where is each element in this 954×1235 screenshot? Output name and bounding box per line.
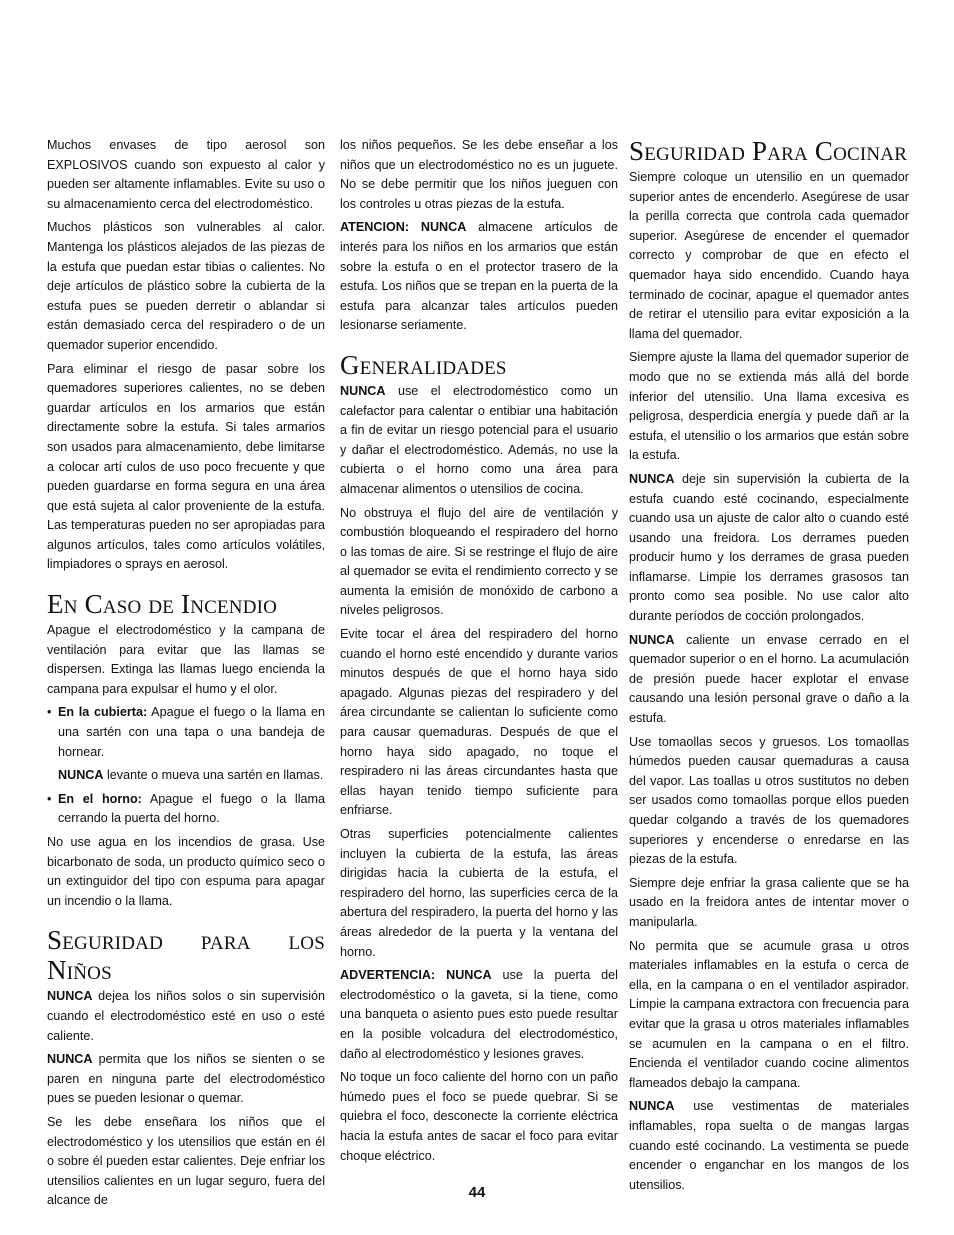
grease-fire-note: No use agua en los incendios de grasa. Use bicarbonato de soda, un producto químico seco o un extinguidor del tipo con espuma para apagar un incendio o la llama.	[47, 835, 325, 908]
fire-bullet-cooktop	[47, 703, 325, 762]
nunca-keyword: NUNCA	[58, 768, 104, 783]
cooking-rule-4	[629, 631, 909, 729]
advertencia-keyword: ADVERTENCIA: NUNCA	[340, 968, 492, 983]
column-right	[629, 136, 909, 1199]
rule-text: dejea los niños solos o sin supervisión cuando el electrodoméstico esté en uso o esté caliente.	[47, 989, 325, 1043]
kids-rule-3: Se les debe enseñara los niños que el electrodoméstico y los utensilios que están en él o sobre él pueden estar calientes. Deje enfriar los utensilios calientes en un lugar seguro, fuera del alcance de	[47, 1114, 325, 1208]
heading-cooking: Seguridad Para Cocinar	[629, 136, 908, 166]
aerosol-warning: Muchos envases de tipo aerosol son EXPLOSIVOS cuando son expuesto al calor y pueden ser altamente inflamables. Evite su uso o su almacenamiento cerca del electrodoméstico.	[47, 138, 325, 211]
general-rule-3: Evite tocar el área del respiradero del horno cuando el horno esté encendido y durante varios minutos después de que el horno haya sido apagado. Algunas piezas del respiradero y del área circundante se calientan lo suficiente como para causar quemaduras. Después de que el horno haya sido apagado, no toque el respiradero ni las áreas circundantes hasta que ellas hayan tenido tiempo suficiente para enfriarse.	[340, 627, 618, 818]
fire-intro: Apague el electrodoméstico y la campana de ventilación para evitar que las llamas se dispersen. Extinga las llamas luego encienda la campana para expulsar el humo y el olor.	[47, 623, 325, 696]
column-middle	[340, 136, 618, 1170]
nunca-keyword: NUNCA	[340, 383, 386, 398]
cooking-rule-8	[629, 1097, 909, 1195]
nunca-keyword: NUNCA	[629, 1099, 675, 1114]
rule-text: use el electrodoméstico como un calefactor para calentar o entibiar una habitación a fin de evitar un riesgo potencial para el usuario y dañar el electrodoméstico. Además, no use la cubierta o el horno como una área para almacenar alimentos o utensilios de cocina.	[340, 383, 618, 496]
atencion-note	[340, 218, 618, 336]
cooking-rule-5: Use tomaollas secos y gruesos. Los tomaollas húmedos pueden causar quemaduras a causa del vapor. Las toallas u otros sustitutos no deben ser usados como tomaollas porque ellos pueden quedar colgando a través de los quemadores superiores y encenderse o enredarse en las piezas de la estufa.	[629, 734, 909, 867]
heading-fire: En Caso de Incendio	[47, 589, 278, 620]
bullet-label: En el horno:	[58, 791, 142, 806]
rule-text: use la puerta del electrodoméstico o la gaveta, si la tiene, como una banqueta o asiento pues esto puede resultar en la posible volcadura del electrodoméstico, daño al electrodoméstico y lesiones graves.	[340, 968, 618, 1061]
rule-text: deje sin supervisión la cubierta de la estufa cuando esté cocinando, especialmente cuando usa un ajuste de calor alto o cuando esté usando una freidora. Los derrames pueden producir humo y los derrames de grasa pueden inflamarse. Limpie los derrames grasosos tan pronto como sea posible. No use calor alto durante períodos de cocción prolongados.	[629, 471, 909, 624]
bullet-text: Apague el fuego o la llama en una sartén con una tapa o una bandeja de hornear.	[58, 705, 325, 759]
fire-nunca-note	[47, 766, 325, 786]
bullet-label: En la cubierta:	[58, 705, 148, 720]
cooking-rule-1: Siempre coloque un utensilio en un quemador superior antes de encenderlo. Asegúrese de usar la perilla correcta que controla cada quemador superior. Asegúrese de encender el quemador correcto y comprobar de que en efecto el quemador haya sido encendido. Cuando haya terminado de cocinar, apague el quemador antes de retirar el utensilio para evitar exposición a la llama del quemador.	[629, 170, 909, 341]
bullet-icon: •	[47, 705, 52, 720]
nunca-keyword: NUNCA	[47, 1052, 93, 1067]
rule-text: caliente un envase cerrado en el quemador superior o en el horno. La acumulación de presión puede hacer explotar el envase causando una lesión personal grave o daño a la estufa.	[629, 632, 909, 726]
general-rule-1	[340, 382, 618, 500]
fire-bullet-oven	[47, 790, 325, 829]
cooking-rule-6: Siempre deje enfriar la grasa caliente que se ha usado en la freidora antes de intentar mover o manipularla.	[629, 875, 909, 929]
general-rule-2: No obstruya el flujo del aire de ventilación y combustión bloqueando el respiradero del horno o las tomas de aire. Si se restringe el flujo de aire al quemador se evita el rendimiento correcto y se aumenta la emisión de monóxido de carbono a niveles peligrosos.	[340, 505, 618, 618]
general-rule-5	[340, 966, 618, 1064]
nunca-keyword: NUNCA	[47, 989, 93, 1004]
plastics-warning: Muchos plásticos son vulnerables al calor. Mantenga los plásticos alejados de las piezas de la estufa que puedan estar tibias o calientes. No deje artículos de plástico sobre la cubierta de la estufa pues se pueden derretir o ablandar si están demasiado cerca del respiradero o de un quemador superior encendido.	[47, 220, 325, 352]
bullet-text: Apague el fuego o la llama cerrando la puerta del horno.	[58, 791, 325, 826]
heading-general: Generalidades	[340, 349, 507, 380]
general-rule-6: No toque un foco caliente del horno con un paño húmedo pues el foco se puede quebrar. Si se quiebra el foco, desconecte la corriente eléctrica hacia la estufa antes de sacar el foco para evitar choque eléctrico.	[340, 1070, 618, 1163]
rule-text: use vestimentas de materiales inflamables, ropa suelta o de mangas largas cuando esté cocinando. La vestimenta se puede encender o enganchar en los mangos de los utensilios.	[629, 1099, 909, 1192]
kids-rule-1	[47, 987, 325, 1046]
kids-rule-2	[47, 1050, 325, 1109]
atencion-keyword: ATENCION: NUNCA	[340, 220, 467, 235]
kids-continued: los niños pequeños. Se les debe enseñar a los niños que un electrodoméstico no es un juguete. No se debe permitir que los niños jueguen con los controles u otras piezas de la estufa.	[340, 138, 618, 211]
cooking-rule-3	[629, 470, 909, 627]
column-left	[47, 136, 325, 1215]
nunca-keyword: NUNCA	[629, 632, 675, 647]
nunca-text: levante o mueva una sartén en llamas.	[103, 768, 324, 783]
atencion-text: almacene artículos de interés para los niños en los armarios que están sobre la estufa o en el protector trasero de la estufa. Los niños que se trepan en la puerta de la estufa para alcanzar tales artículos pueden lesionarse seriamente.	[340, 220, 618, 333]
cooking-rule-2: Siempre ajuste la llama del quemador superior de modo que no se extienda más allá del borde inferior del utensilio. Una llama excesiva es peligrosa, desperdicia energía y puede dañ ar la estufa, el utensilio o los armarios que están sobre la estufa.	[629, 350, 909, 463]
heading-kids: Seguridad para los Niños	[47, 925, 325, 986]
bullet-icon: •	[47, 791, 52, 806]
nunca-keyword: NUNCA	[629, 471, 675, 486]
rule-text: permita que los niños se sienten o se paren en ninguna parte del electrodoméstico pues se pueden lesionar o quemar.	[47, 1052, 325, 1106]
cooking-rule-7: No permita que se acumule grasa u otros materiales inflamables en la estufa o cerca de ella, en la campana o en el ventilador aspirador. Limpie la campana extractora con frecuencia para evitar que la grasa u otros materiales inflamables se acumulen en la campana o en el filtro. Encienda el ventilador cuando cocine alimentos flameados debajo la campana.	[629, 938, 909, 1090]
cabinet-storage-warning: Para eliminar el riesgo de pasar sobre los quemadores superiores calientes, no se deben guardar artículos en los armarios que están directamente sobre la estufa. Si tales armarios son usados para almacenamiento, debe limitarse a colocar artí culos de uso poco frecuente y que pueden guardarse en forma segura en una área que está sujeta al calor proveniente de la estufa. Las temperaturas pueden no ser apropiadas para algunos artículos, tales como artículos volátiles, limpiadores o sprays en aerosol.	[47, 361, 325, 572]
page-number: 44	[468, 1184, 486, 1201]
general-rule-4: Otras superficies potencialmente calientes incluyen la cubierta de la estufa, las áreas dirigidas hacia la cubierta de la estufa, el respiradero del horno, las superficies cerca de la abertura del respiradero, la puerta del horno y las áreas alrededor de la puerta y la ventana del horno.	[340, 827, 618, 959]
